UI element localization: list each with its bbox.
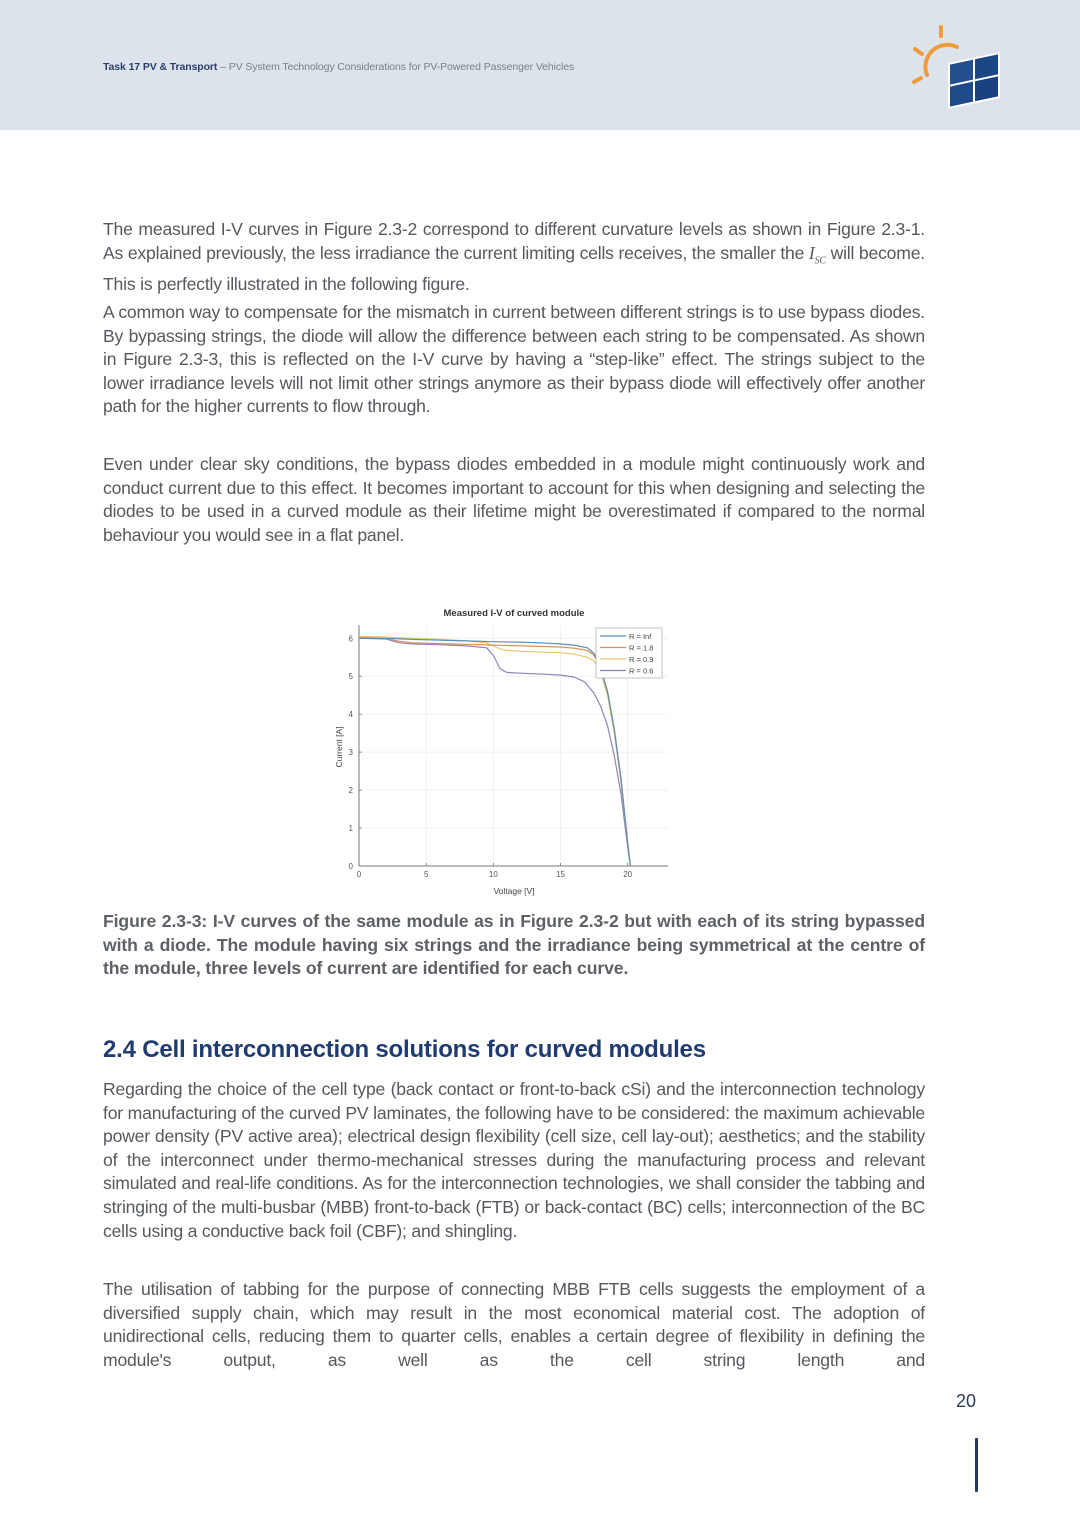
paragraph-2: A common way to compensate for the mismatch in current between different strings is to use bypass diodes. By bypassing strings, the diode will allow the difference between each string to be compensated. As shown in Figure 2.3-3, this is reflected on the I-V curve by having a “step-like” effect. The strings subject to the lower irradiance levels will not limit other strings anymore as their bypass diode will effectively offer another path for the higher currents to flow through. xyxy=(103,302,925,417)
svg-text:1: 1 xyxy=(348,824,353,834)
svg-text:6: 6 xyxy=(348,634,353,644)
iv-curve-figure xyxy=(320,600,680,900)
isc-symbol-subscript: SC xyxy=(814,255,826,267)
svg-text:R = 0.9: R = 0.9 xyxy=(629,655,654,664)
svg-text:5: 5 xyxy=(423,870,429,879)
svg-text:0: 0 xyxy=(356,870,362,879)
svg-text:15: 15 xyxy=(556,870,565,879)
svg-text:R = Inf: R = Inf xyxy=(629,632,652,641)
paragraph-3: Even under clear sky conditions, the bypass diodes embedded in a module might continuously work and conduct current due to this effect. It becomes important to account for this when designing and selecting the diodes to be used in a curved module as their lifetime might be overestimated if compared to the normal behaviour you would see in a flat panel. xyxy=(103,454,925,545)
task-label: Task 17 PV & Transport xyxy=(103,61,218,73)
paragraph-1-text-b: will become. This is perfectly illustrated in the following figure. xyxy=(103,242,926,294)
page-header xyxy=(0,0,1080,130)
paragraph-1-text-a: The measured I-V curves in Figure 2.3-2 correspond to different curvature levels as shown in Figure 2.3-1. As explained previously, the less irradiance the current limiting cells receives, the smaller the xyxy=(103,219,925,263)
svg-text:5: 5 xyxy=(348,672,353,682)
chart-legend xyxy=(596,628,662,678)
svg-text:4: 4 xyxy=(348,710,353,720)
svg-text:0: 0 xyxy=(348,862,353,871)
svg-text:3: 3 xyxy=(348,748,353,758)
svg-text:R = 1.8: R = 1.8 xyxy=(629,643,654,653)
figure-caption: Figure 2.3-3: I-V curves of the same module as in Figure 2.3-2 but with each of its string bypassed with a diode. The module having six strings and the irradiance being symmetrical at the centre of the module, three levels of current are identified for each curve. xyxy=(103,911,925,979)
page-marker-bar xyxy=(975,1438,978,1492)
section-heading xyxy=(103,1036,706,1064)
paragraph-2-block xyxy=(103,301,925,419)
svg-text:20: 20 xyxy=(623,870,633,879)
svg-text:10: 10 xyxy=(488,870,498,879)
section-number: 2.4 xyxy=(103,1036,136,1063)
chart-series xyxy=(359,636,630,866)
chart-title: Measured I-V of curved module xyxy=(443,608,585,619)
paragraph-4-block xyxy=(103,1078,925,1243)
paragraph-1-block xyxy=(103,218,925,296)
figure-caption-block xyxy=(103,910,925,981)
iv-curve-chart xyxy=(320,600,680,900)
document-title: PV System Technology Considerations for PV-Powered Passenger Vehicles xyxy=(228,61,575,73)
y-axis-label: Current [A] xyxy=(334,726,344,768)
paragraph-5-block xyxy=(103,1278,925,1372)
isc-symbol xyxy=(808,242,826,267)
section-title-text: Cell interconnection solutions for curved modules xyxy=(142,1036,706,1063)
svg-text:2: 2 xyxy=(348,786,353,796)
paragraph-1 xyxy=(103,218,925,296)
header-separator: – xyxy=(217,61,229,73)
sun-and-solar-panel-icon xyxy=(905,25,1005,110)
paragraph-4: Regarding the choice of the cell type (back contact or front-to-back cSi) and the interconnection technology for manufacturing of the curved PV laminates, the following have to be considered: the maximum achievable power density (PV active area); electrical design flexibility (cell size, cell lay-out); aesthetics; and the stability of the interconnect under thermo-mechanical stresses during the manufacturing process and relevant simulated and real-life conditions. As for the interconnection technologies, we shall consider the tabbing and stringing of the multi-busbar (MBB) front-to-back (FTB) or back-contact (BC) cells; interconnection of the BC cells using a conductive back foil (CBF); and shingling. xyxy=(103,1079,925,1241)
page-number: 20 xyxy=(956,1391,977,1411)
x-axis-label: Voltage [V] xyxy=(493,886,535,896)
paragraph-5: The utilisation of tabbing for the purpose of connecting MBB FTB cells suggests the employment of a diversified supply chain, which may result in the most economical material cost. The adoption of unidirectional cells, reducing them to quarter cells, enables a certain degree of flexibility in defining the module's output, as well as the cell string length and xyxy=(103,1279,925,1370)
svg-text:R = 0.6: R = 0.6 xyxy=(629,666,654,676)
running-header xyxy=(103,61,574,73)
paragraph-3-block xyxy=(103,453,925,547)
isc-symbol-base: I xyxy=(808,242,815,263)
